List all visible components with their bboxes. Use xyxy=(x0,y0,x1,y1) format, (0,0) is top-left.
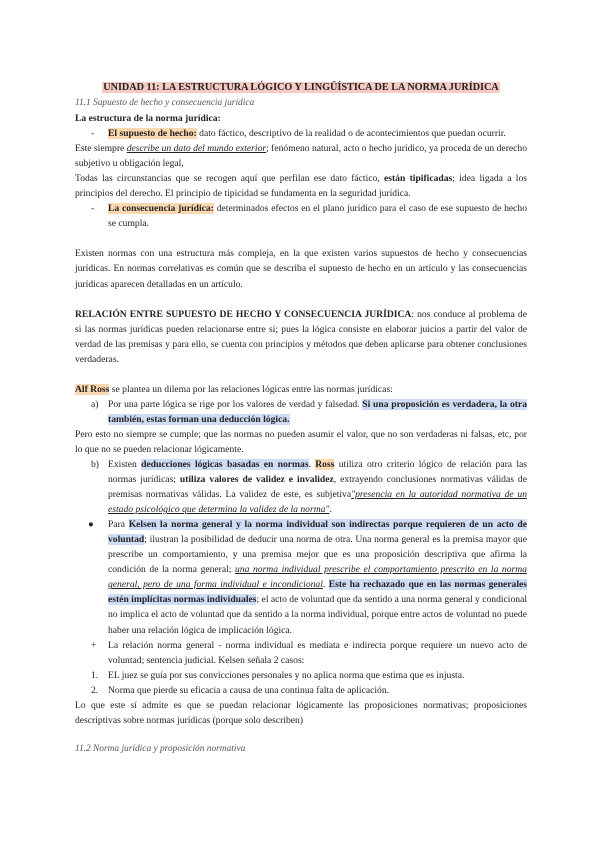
consecuencia-label: La consecuencia jurídica: xyxy=(108,203,214,215)
dash-marker: - xyxy=(91,128,95,140)
supuesto-text: dato fáctico, descriptivo de la realidad o de acontecimientos que puedan ocurrir. xyxy=(196,128,506,140)
document-page xyxy=(75,80,527,757)
page-title: UNIDAD 11: LA ESTRUCTURA LÓGICO Y LINGÜÍSTICA DE LA NORMA JURÍDICA xyxy=(103,82,499,93)
caso-item: 2. Norma que pierde su eficacia a causa de una continua falta de aplicación. xyxy=(91,684,390,696)
dash-marker: - xyxy=(91,203,95,215)
plus-marker: + xyxy=(91,639,97,651)
kelsen-item: ● Para Kelsen la norma general y la norma individual son indirectas porque requieren de un acto de voluntad; ilustran la posibilidad de deducir una norma de otra. Una norma general es la premisa mayor que prescribe un comportamiento, y una premisa mejor que es una proposición descriptiva que afirma la condición de la norma general; una norma individual prescribe el comportamiento prescrito en la norma general, pero de una forma individual e incondicional. Este ha rechazado que en las normas generales estén implícitas normas individuales; el acto de voluntad que da sentido a una norma general y condicional no implica el acto de voluntad que da sentido a la norma individual, porque entre actos de voluntad no puede haber una relación lógica de implicación lógica. xyxy=(88,519,527,636)
paragraph-relacion: RELACIÓN ENTRE SUPUESTO DE HECHO Y CONSECUENCIA JURÍDICA: nos conduce al problema de si las normas jurídicas pueden relacionarse entre sí; pues la lógica consiste en elaborar juicios a partir del valor de verdad de las premisas y para ello, se cuenta con principios y métodos que deben aplicarse para obtener conclusiones verdaderas. xyxy=(75,308,527,365)
item-marker: a) xyxy=(91,398,99,410)
paragraph-circunstancias: Todas las circunstancias que se recogen aquí que perfilan ese dato fáctico, están tipificadas; idea ligada a los principios del derecho. El principio de tipicidad se fundamenta en la seguridad jurídica. xyxy=(75,173,527,200)
plus-item: + La relación norma general - norma individual es mediata e indirecta porque requiere un nuevo acto de voluntad; sentencia judicial. Kelsen señala 2 casos: xyxy=(91,639,527,666)
item-b: b) Existen deducciones lógicas basadas en normas. Ross utiliza otro criterio lógico de relación para las normas jurídicas; utiliza valores de validez e invalidez, extrayendo conclusiones normativas válidas de premisas normativas válidas. La validez de este, es subjetiva"presencia en la autoridad normativa de un estado psicológico que determina la validez de la norma". xyxy=(91,458,527,516)
underlined-phrase: describe un dato del mundo exterior xyxy=(126,143,267,155)
supuesto-label: El supuesto de hecho: xyxy=(108,128,197,140)
section-11-1-heading: 11.1 Supuesto de hecho y consecuencia jurídica xyxy=(75,98,255,108)
paragraph-ross: Alf Ross se plantea un dilema por las relaciones lógicas entre las normas jurídicas: xyxy=(75,383,393,395)
section-11-2-heading: 11.2 Norma jurídica y proposición normativa xyxy=(75,743,246,754)
supuesto-item xyxy=(75,126,527,141)
caso-item: 1. EL juez se guía por sus convicciones personales y no aplica norma que estima que es injusta. xyxy=(91,669,465,681)
estructura-heading: La estructura de la norma jurídica: xyxy=(75,113,221,125)
relacion-heading: RELACIÓN ENTRE SUPUESTO DE HECHO Y CONSECUENCIA JURÍDICA xyxy=(75,308,412,320)
paragraph-pero: Pero esto no siempre se cumple; que las normas no pueden asumir el valor, que no son verdaderas ni falsas, etc, por lo que no se pueden relacionar lógicamente. xyxy=(75,428,527,455)
paragraph-siempre: Este siempre describe un dato del mundo exterior; fenómeno natural, acto o hecho jurídico, ya proceda de un derecho subjetivo u obligación legal, xyxy=(75,143,527,170)
consecuencia-text: determinados efectos en el plano jurídico para el caso de ese supuesto de hecho se cumpla. xyxy=(108,203,527,230)
item-marker: b) xyxy=(91,458,99,470)
highlight-deduccion: Si una proposición es verdadera, la otra también, estas forman una deducción lógica. xyxy=(108,398,527,425)
paragraph-compleja: Existen normas con una estructura más compleja, en la que existen varios supuestos de hecho y consecuencias jurídicas. En normas correlativas es común que se describa el supuesto de hecho en un artículo y las consecuencias jurídicas aparecen detalladas en un artículo. xyxy=(75,248,527,290)
ross-name: Alf Ross xyxy=(75,383,110,395)
bullet-icon: ● xyxy=(88,519,94,531)
consecuencia-item xyxy=(75,201,527,231)
paragraph-admite: Lo que este sí admite es que se puedan relacionar lógicamente las proposiciones normativas; proposiciones descriptivas sobre normas jurídicas (porque solo describen) xyxy=(75,699,527,726)
item-a: a) Por una parte lógica se rige por los valores de verdad y falsedad. Si una proposición es verdadera, la otra también, estas forman una deducción lógica. xyxy=(91,398,527,425)
